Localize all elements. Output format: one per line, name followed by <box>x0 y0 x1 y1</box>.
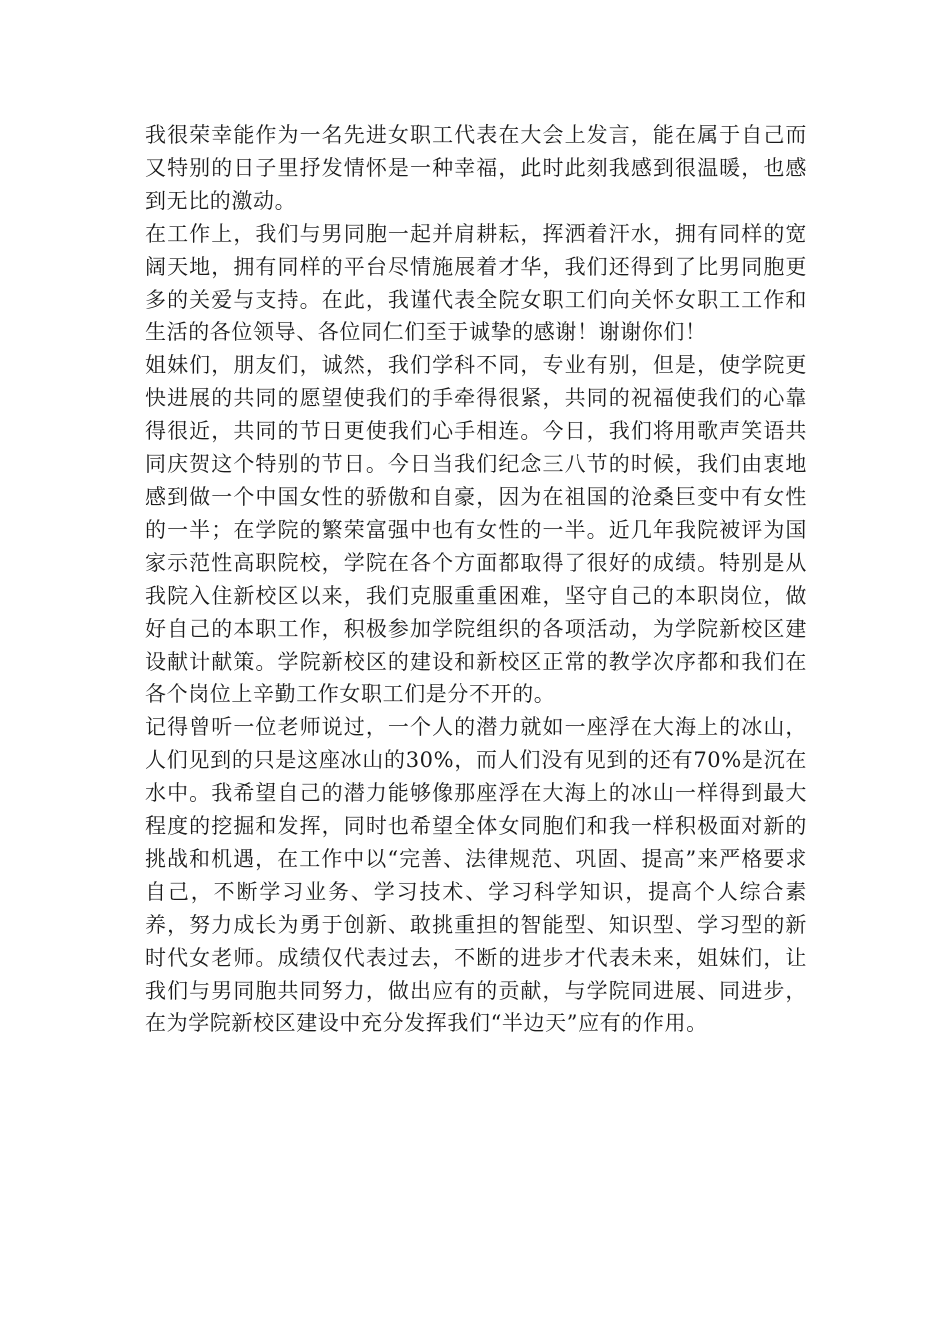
paragraph-3: 姐妹们，朋友们，诚然，我们学科不同，专业有别，但是，使学院更快进展的共同的愿望使我们的手牵得很紧，共同的祝福使我们的心靠得很近，共同的节日更使我们心手相连。今日，我们将用歌声笑语共同庆贺这个特别的节日。今日当我们纪念三八节的时候，我们由衷地感到做一个中国女性的骄傲和自豪，因为在祖国的沧桑巨变中有女性的一半；在学院的繁荣富强中也有女性的一半。近几年我院被评为国家示范性高职院校，学院在各个方面都取得了很好的成绩。特别是从我院入住新校区以来，我们克服重重困难，坚守自己的本职岗位，做好自己的本职工作，积极参加学院组织的各项活动，为学院新校区建设献计献策。学院新校区的建设和新校区正常的教学次序都和我们在各个岗位上辛勤工作女职工们是分不开的。 <box>145 353 807 707</box>
paragraph-2: 在工作上，我们与男同胞一起并肩耕耘，挥洒着汗水，拥有同样的宽阔天地，拥有同样的平台尽情施展着才华，我们还得到了比男同胞更多的关爱与支持。在此，我谨代表全院女职工们向关怀女职工工作和生活的各位领导、各位同仁们至于诚挚的感谢！谢谢你们！ <box>145 221 807 345</box>
paragraph-4: 记得曾听一位老师说过，一个人的潜力就如一座浮在大海上的冰山，人们见到的只是这座冰山的30%，而人们没有见到的还有70%是沉在水中。我希望自己的潜力能够像那座浮在大海上的冰山一样得到最大程度的挖掘和发挥，同时也希望全体女同胞们和我一样积极面对新的挑战和机遇，在工作中以“完善、法律规范、巩固、提高”来严格要求自己，不断学习业务、学习技术、学习科学知识，提高个人综合素养，努力成长为勇于创新、敢挑重担的智能型、知识型、学习型的新时代女老师。成绩仅代表过去，不断的进步才代表未来，姐妹们，让我们与男同胞共同努力，做出应有的贡献，与学院同进展、同进步，在为学院新校区建设中充分发挥我们“半边天”应有的作用。 <box>145 715 807 1036</box>
paragraph-1: 我很荣幸能作为一名先进女职工代表在大会上发言，能在属于自己而又特别的日子里抒发情怀是一种幸福，此时此刻我感到很温暖，也感到无比的激动。 <box>145 123 807 213</box>
document-body <box>145 119 807 1040</box>
